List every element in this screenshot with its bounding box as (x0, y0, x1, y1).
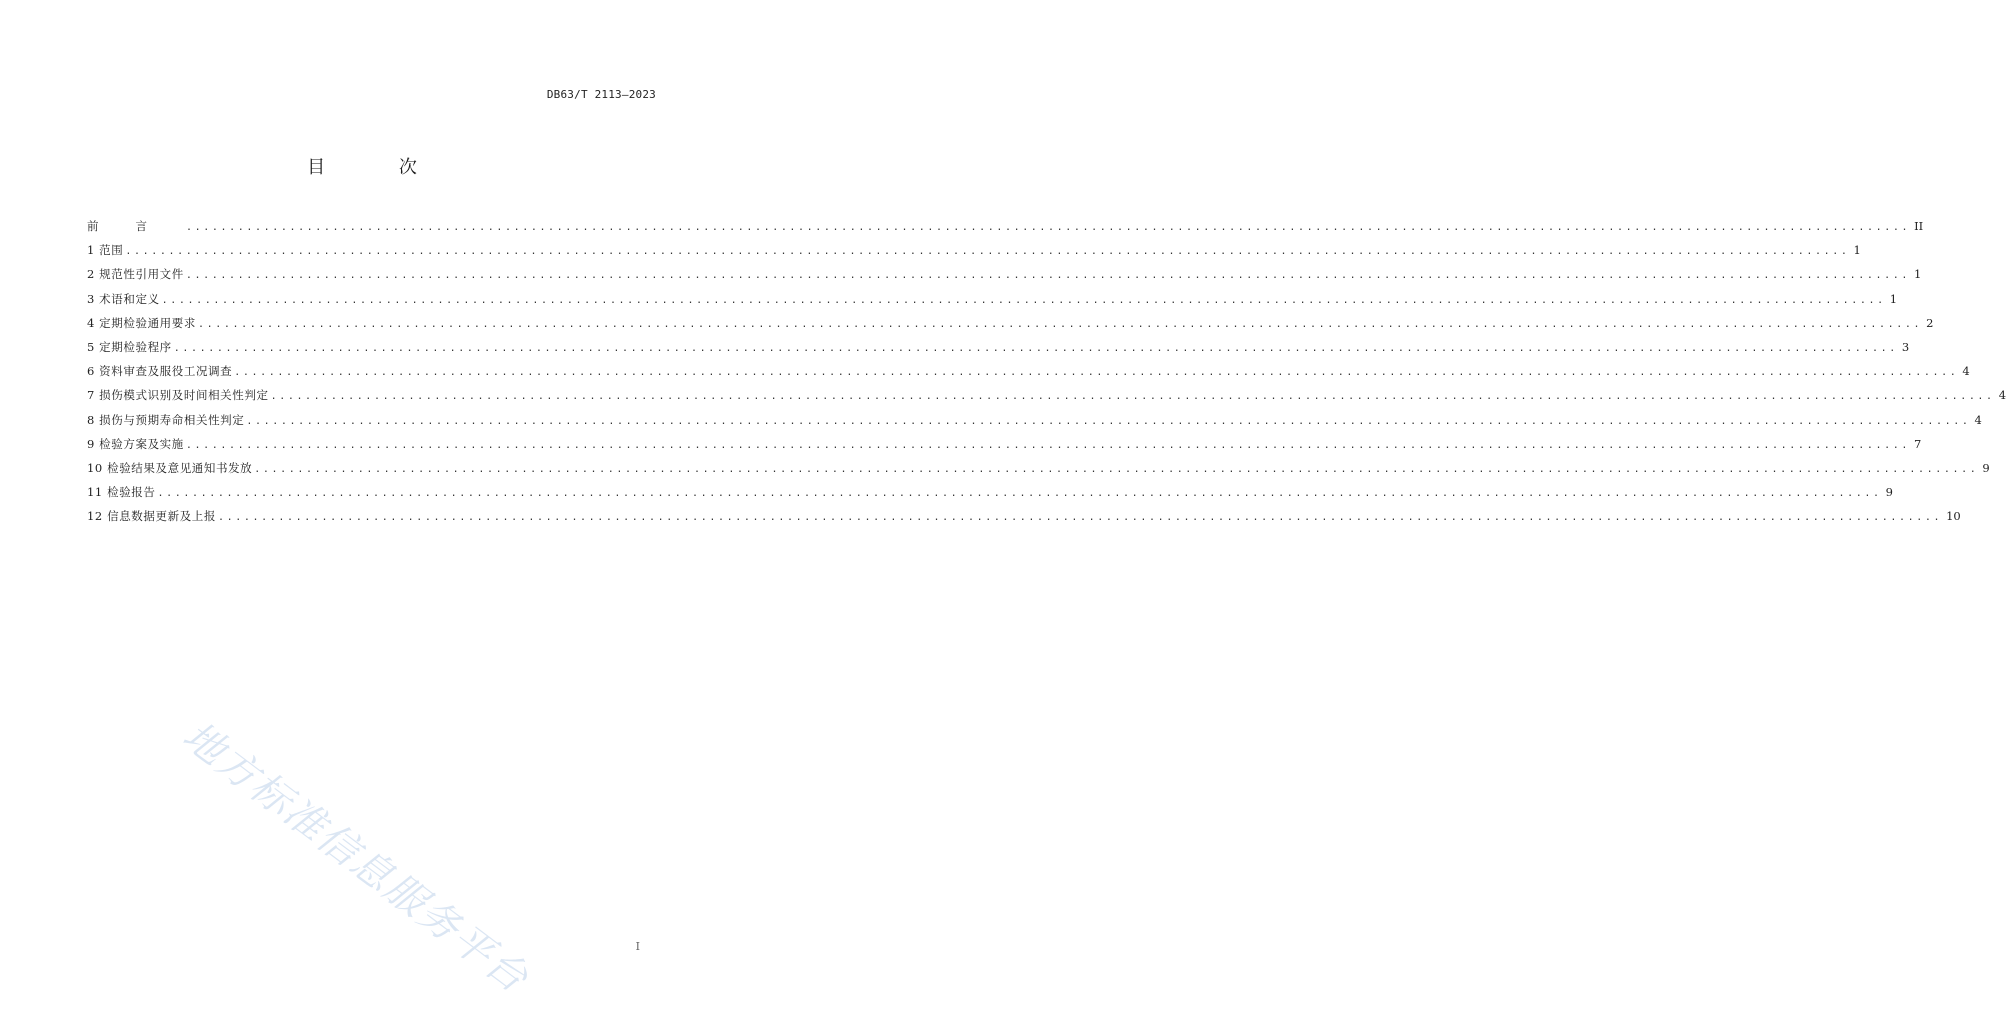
toc-entry-page: 2 (1926, 315, 1934, 330)
page-number: I (635, 940, 640, 953)
toc-entry[interactable] (87, 291, 1898, 315)
toc-entry[interactable] (87, 266, 1922, 290)
toc-dot-leader: ........................................................................................................................................................................................................ (234, 367, 1959, 379)
toc-entry[interactable] (87, 242, 1861, 266)
toc-entry-page: 10 (1946, 509, 1961, 524)
toc-entry[interactable] (87, 484, 1893, 508)
toc-dot-leader: ........................................................................................................................................................................................................ (186, 222, 1911, 233)
toc-entry-page: 7 (1913, 436, 1922, 451)
toc-dot-leader: ........................................................................................................................................................................................................ (185, 439, 1910, 451)
watermark-text: 地方标准信息服务平台 (174, 712, 538, 1003)
toc-dot-leader: ........................................................................................................................................................................................................ (218, 512, 1943, 524)
toc-entry-page: 1 (1889, 291, 1898, 306)
toc-entry-page: II (1914, 219, 1924, 233)
toc-entry-label: 前言 (87, 219, 184, 233)
toc-entry-label: 12 信息数据更新及上报 (87, 509, 216, 524)
toc-entry[interactable] (87, 339, 1910, 363)
toc-entry[interactable] (87, 436, 1922, 460)
toc-entry-label: 9 检验方案及实施 (87, 436, 184, 451)
toc-entry-label: 10 检验结果及意见通知书发放 (87, 460, 253, 475)
toc-entry-page: 1 (1853, 243, 1861, 258)
table-of-contents (87, 218, 2006, 532)
toc-entry-label: 5 定期检验程序 (87, 339, 172, 354)
toc-entry-page: 4 (1974, 412, 1982, 427)
toc-dot-leader: ........................................................................................................................................................................................................ (161, 294, 1886, 306)
toc-entry[interactable] (87, 218, 1924, 242)
toc-entry-label: 7 损伤模式识别及时间相关性判定 (87, 388, 269, 403)
toc-dot-leader: ........................................................................................................................................................................................................ (157, 488, 1882, 500)
page-title: 目 次 (307, 157, 451, 178)
toc-dot-leader: ........................................................................................................................................................................................................ (254, 463, 1979, 475)
toc-entry-page: 4 (1998, 388, 2006, 403)
toc-dot-leader: ........................................................................................................................................................................................................ (246, 415, 1971, 427)
toc-entry-label: 11 检验报告 (87, 485, 156, 500)
toc-entry-page: 3 (1901, 339, 1910, 354)
toc-entry-label: 1 范围 (87, 243, 124, 258)
toc-entry[interactable] (87, 387, 2006, 411)
toc-dot-leader: ........................................................................................................................................................................................................ (270, 391, 1995, 403)
toc-entry-page: 4 (1962, 364, 1970, 379)
toc-entry[interactable] (87, 412, 1982, 436)
toc-entry[interactable] (87, 315, 1934, 339)
toc-entry-page: 9 (1885, 485, 1893, 500)
toc-entry[interactable] (87, 508, 1961, 532)
toc-entry[interactable] (87, 363, 1970, 387)
toc-entry-label: 4 定期检验通用要求 (87, 315, 196, 330)
toc-entry[interactable] (87, 460, 1990, 484)
toc-entry-page: 1 (1913, 267, 1922, 282)
toc-entry-label: 2 规范性引用文件 (87, 267, 184, 282)
toc-entry-label: 6 资料审查及服役工况调查 (87, 364, 233, 379)
toc-dot-leader: ........................................................................................................................................................................................................ (197, 318, 1923, 330)
toc-dot-leader: ........................................................................................................................................................................................................ (125, 246, 1850, 258)
standard-code: DB63/T 2113—2023 (546, 88, 656, 101)
toc-entry-label: 8 损伤与预期寿命相关性判定 (87, 412, 245, 427)
toc-entry-page: 9 (1982, 460, 1990, 475)
toc-dot-leader: ........................................................................................................................................................................................................ (185, 270, 1910, 282)
toc-entry-label: 3 术语和定义 (87, 291, 160, 306)
toc-dot-leader: ........................................................................................................................................................................................................ (173, 342, 1898, 354)
